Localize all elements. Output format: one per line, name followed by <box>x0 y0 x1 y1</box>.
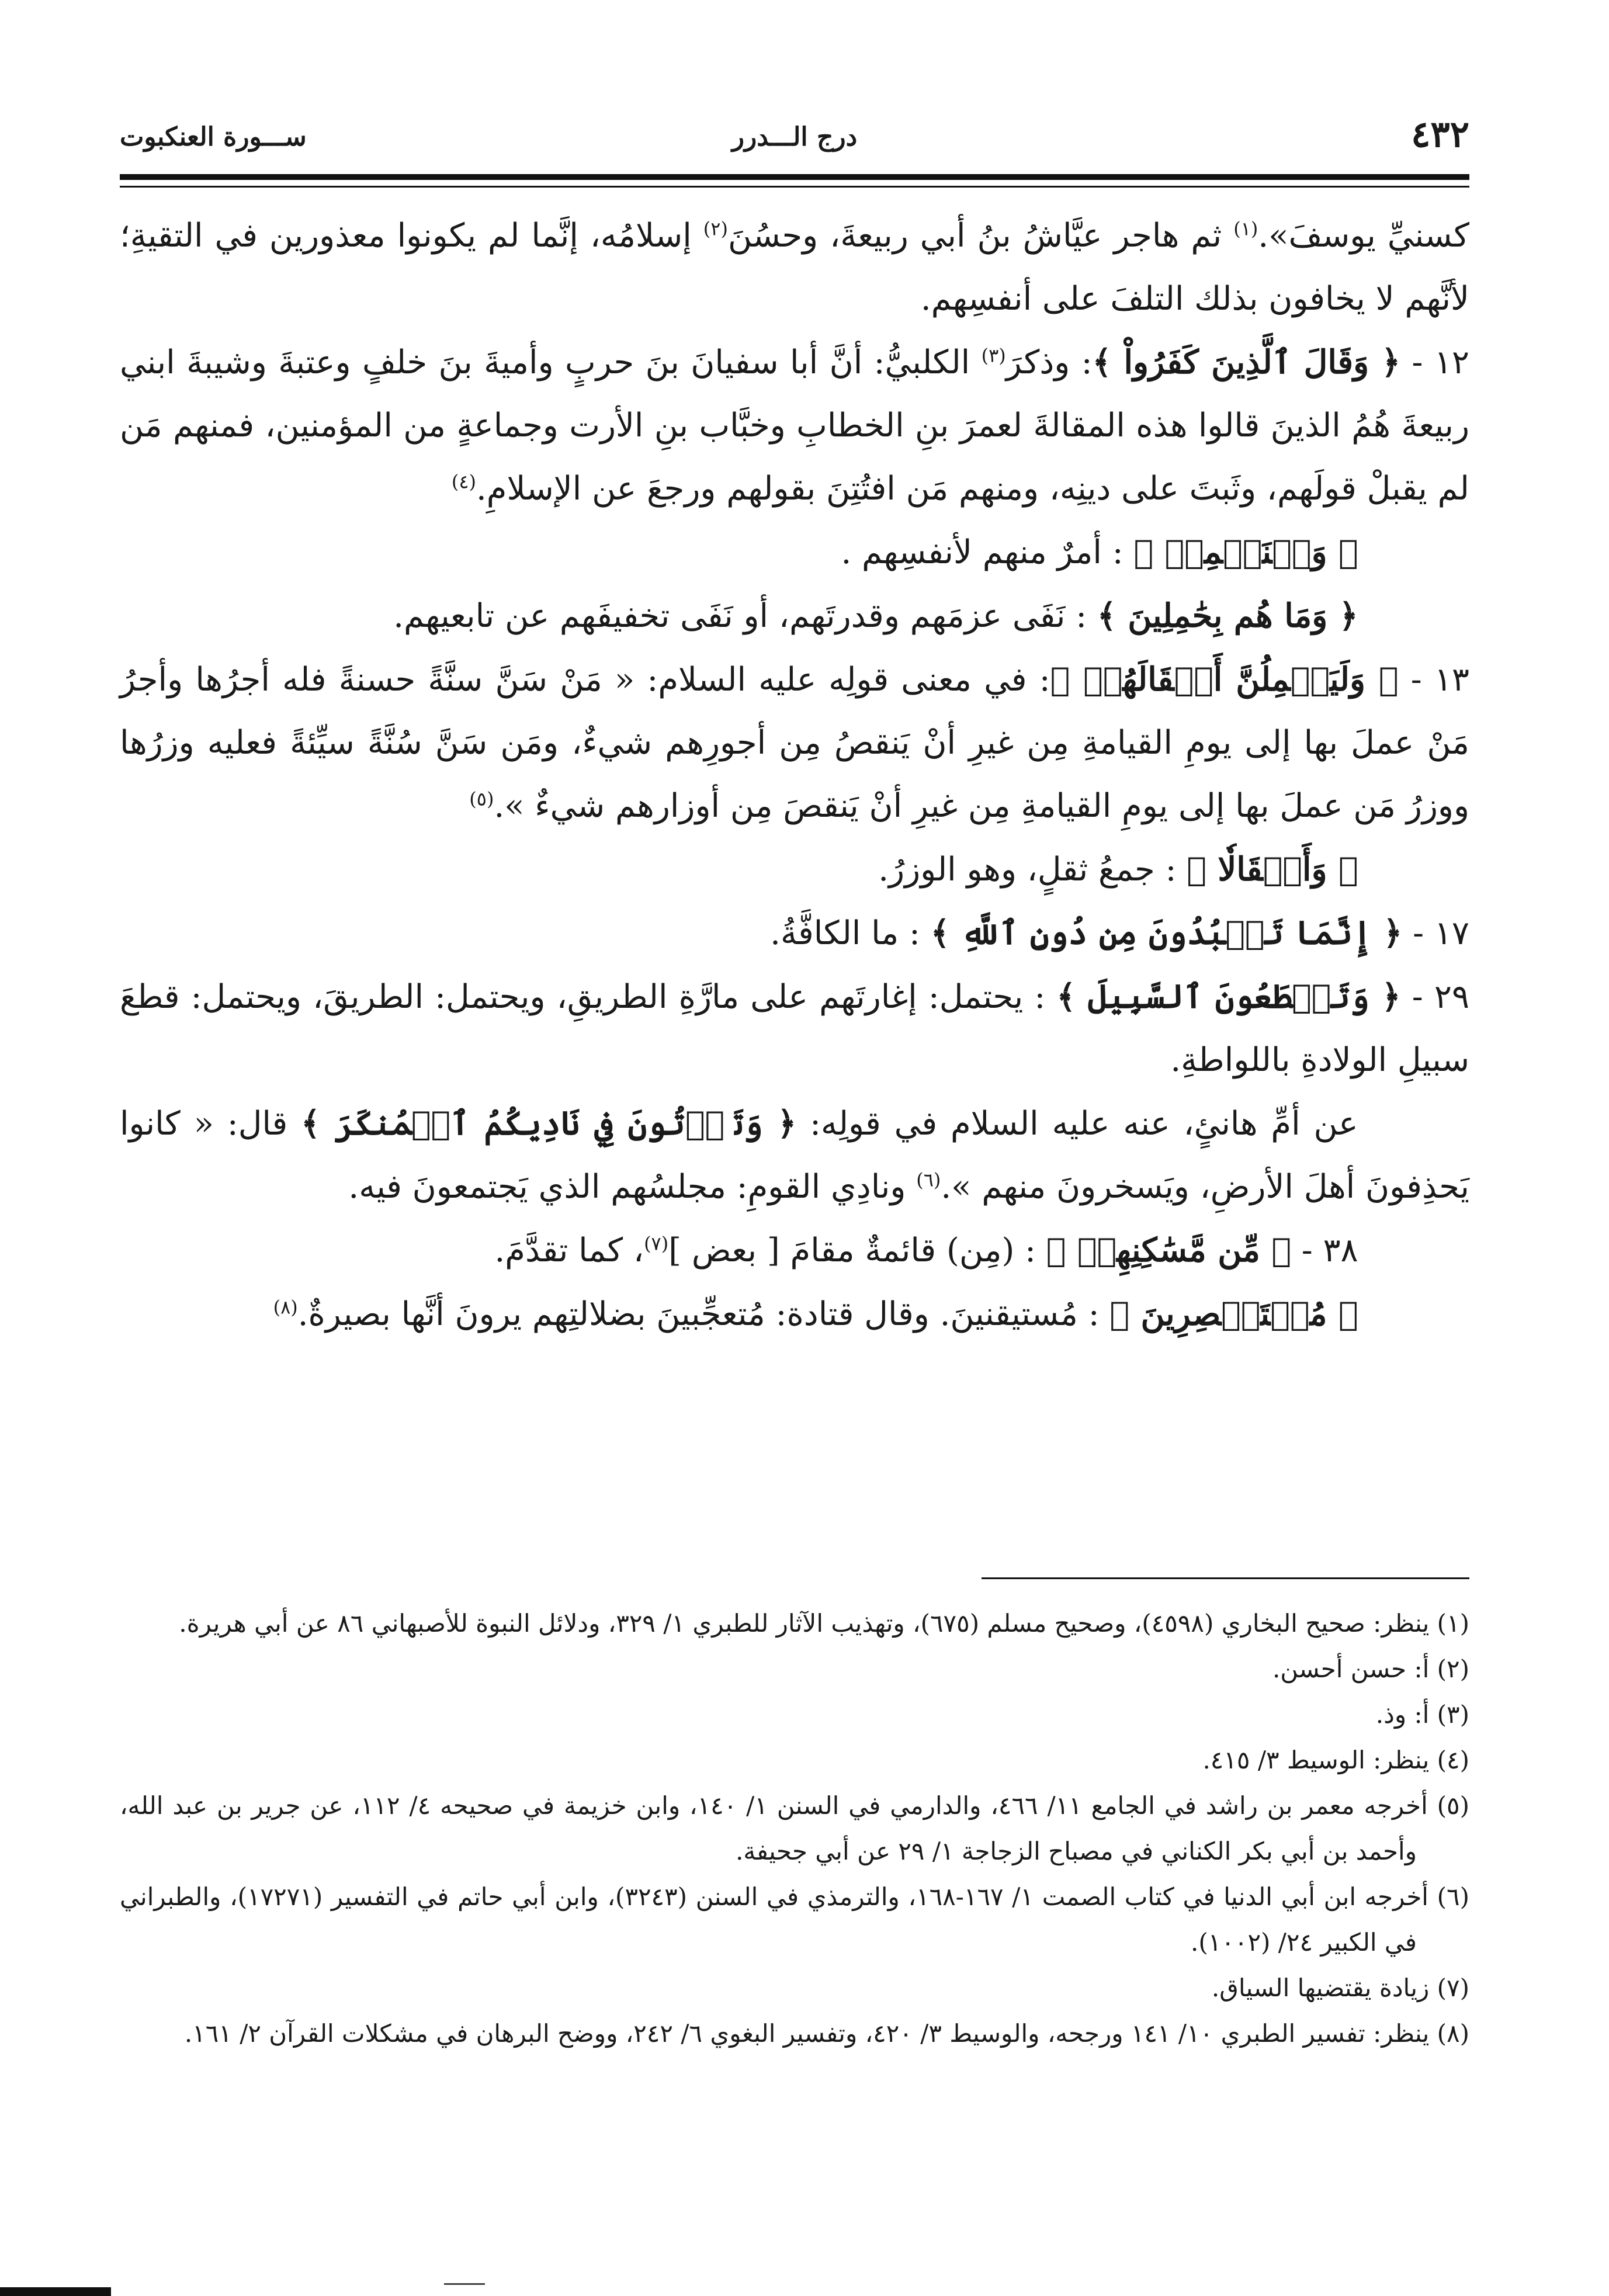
verse-number: ١٢ - <box>1400 344 1469 381</box>
book-title: درج الـــدرر <box>731 122 858 152</box>
quran-quote: ﴿ إِنَّمَا تَعۡبُدُونَ مِن دُونِ ٱللَّهِ ﴾ <box>930 914 1403 952</box>
quran-quote: ﴿ وَقَالَ ٱلَّذِينَ كَفَرُواْ ﴾ <box>1092 343 1401 381</box>
footnote-ref[interactable]: (٢) <box>703 217 728 240</box>
footnote-ref[interactable]: (٦) <box>916 1168 941 1191</box>
footnote-separator <box>982 1577 1469 1579</box>
quran-quote: ﴿ وَأَثۡقَالٗا ﴾ <box>1187 850 1358 889</box>
footnote-ref[interactable]: (٥) <box>469 788 494 810</box>
paragraph: ١٣ - ﴿ وَلَيَحۡمِلُنَّ أَثۡقَالَهُمۡ ﴾: في معنى قولِه عليه السلام: « مَنْ سَنَّ سنَّةً حسنةً فله أجرُها وأجرُ مَنْ عملَ بها إلى يومِ القيامةِ مِن غيرِ أنْ يَنقصُ مِن أجورِهم شيءٌ، ومَن سَنَّ سُنَّةً سيِّئةً فعليه وزرُها ووزرُ مَن عملَ بها إلى يومِ القيامةِ مِن غيرِ أنْ يَنقصَ مِن أوزارهم شيءٌ ».$^{(٥)}$ <box>120 660 1469 825</box>
quran-quote: ﴿ وَتَقۡطَعُونَ ٱلسَّبِيلَ ﴾ <box>1056 977 1401 1016</box>
surah-title: ســـورة العنكبوت <box>120 122 307 152</box>
scan-edge-mark <box>0 2287 111 2296</box>
footnote: (٧) زيادة يقتضيها السياق. <box>1211 1974 1469 2002</box>
paragraph: ﴿ وَلۡنَحۡمِلۡ ﴾ : أمرٌ منهم لأنفسِهم . <box>841 533 1358 571</box>
paragraph: ﴿ مُسۡتَبۡصِرِينَ ﴾ : مُستيقنينَ. وقال قتادة: مُتعجِّبينَ بضلالتِهم يرونَ أنَّها بصيرةٌ.$^{(٨)}$ <box>273 1295 1358 1333</box>
footnote: (١) ينظر: صحيح البخاري (٤٥٩٨)، وصحيح مسلم (٦٧٥)، وتهذيب الآثار للطبري ١/ ٣٢٩، ودلائل النبوة للأصبهاني ٨٦ عن أبي هريرة. <box>179 1609 1469 1638</box>
paragraph: عن أمِّ هانئٍ، عنه عليه السلام في قولِه: ﴿ وَتَأۡتُونَ فِي نَادِيكُمُ ٱلۡمُنكَرَ ﴾ قال: « كانوا يَحذِفونَ أهلَ الأرضِ، ويَسخرونَ منهم ».$^{(٦)}$ ونادِي القومِ: مجلسُهم الذي يَجتمعونَ فيه. <box>120 1104 1469 1206</box>
footnote-ref[interactable]: (٨) <box>273 1296 298 1319</box>
footnote: (٣) أ: وذ. <box>1375 1700 1469 1729</box>
quran-quote: ﴿ مِّن مَّسَٰكِنِهِمۡ ﴾ <box>1046 1231 1291 1270</box>
footnote-ref[interactable]: (١) <box>1233 217 1258 240</box>
verse-number: ٣٨ - <box>1291 1232 1358 1270</box>
paragraph: ١٢ - ﴿ وَقَالَ ٱلَّذِينَ كَفَرُواْ ﴾: وذكرَ$^{(٣)}$ الكلبيُّ: أنَّ أبا سفيانَ بنَ حربٍ وأميةَ بنَ خلفٍ وعتبةَ وشيبةَ ابني ربيعةَ هُمُ الذينَ قالوا هذه المقالةَ لعمرَ بنِ الخطابِ وخبَّاب بنِ الأرت وجماعةٍ من المؤمنين، فمنهم مَن لم يقبلْ قولَهم، وثَبتَ على دينِه، ومنهم مَن افتُتِنَ بقولهم ورجعَ عن الإسلامِ.$^{(٤)}$ <box>120 343 1469 508</box>
quran-quote: ﴿ وَلَيَحۡمِلُنَّ أَثۡقَالَهُمۡ ﴾ <box>1050 660 1399 699</box>
header-rule-thick <box>120 174 1469 180</box>
scan-dash-mark <box>444 2283 485 2285</box>
footnote: (٥) أخرجه معمر بن راشد في الجامع ١١/ ٤٦٦، والدارمي في السنن ١/ ١٤٠، وابن خزيمة في صحيحه ٤/ ١١٢، عن جرير بن عبد الله، وأحمد بن أبي بكر الكناني في مصباح الزجاجة ١/ ٢٩ عن أبي جحيفة. <box>120 1791 1469 1865</box>
quran-quote: ﴿ وَتَأۡتُونَ فِي نَادِيكُمُ ٱلۡمُنكَرَ ﴾ <box>301 1104 797 1143</box>
footnote: (٨) ينظر: تفسير الطبري ١٠/ ١٤١ ورجحه، والوسيط ٣/ ٤٢٠، وتفسير البغوي ٦/ ٢٤٢، ووضح البرهان في مشكلات القرآن ٢/ ١٦١. <box>184 2019 1469 2048</box>
paragraph: ٢٩ - ﴿ وَتَقۡطَعُونَ ٱلسَّبِيلَ ﴾ : يحتمل: إغارتَهم على مارَّةِ الطريقِ، ويحتمل: الطريقَ، ويحتمل: قطعَ سبيلِ الولادةِ باللواطةِ. <box>120 977 1470 1079</box>
footnote: (٤) ينظر: الوسيط ٣/ ٤١٥. <box>1202 1746 1469 1774</box>
page-number: ٤٣٢ <box>1411 113 1469 155</box>
paragraph: ١٧ - ﴿ إِنَّمَا تَعۡبُدُونَ مِن دُونِ ٱللَّهِ ﴾ : ما الكافَّةُ. <box>770 914 1469 952</box>
verse-number: ١٣ - <box>1398 661 1469 699</box>
paragraph: كسنيِّ يوسفَ».$^{(١)}$ ثم هاجر عيَّاشُ بنُ أبي ربيعةَ، وحسُنَ$^{(٢)}$ إسلامُه، إنَّما لم يكونوا معذورين في التقيةِ؛ لأنَّهم لا يخافون بذلك التلفَ على أنفسِهم. <box>120 217 1470 318</box>
header-rule-thin <box>120 186 1469 188</box>
quran-quote: ﴿ مُسۡتَبۡصِرِينَ ﴾ <box>1109 1295 1358 1333</box>
footnotes <box>120 1601 1469 2056</box>
running-header <box>120 108 1469 172</box>
verse-number: ١٧ - <box>1402 914 1469 952</box>
footnote-ref[interactable]: (٤) <box>451 470 476 493</box>
paragraph: ﴿ وَأَثۡقَالٗا ﴾ : جمعُ ثقلٍ، وهو الوزرُ. <box>878 850 1358 889</box>
paragraph: ﴿ وَمَا هُم بِحَٰمِلِينَ ﴾ : نَفَى عزمَهم وقدرتَهم، أو نَفَى تخفيفَهم عن تابعيهم. <box>393 596 1358 635</box>
footnote: (٢) أ: حسن أحسن. <box>1272 1655 1469 1683</box>
quran-quote: ﴿ وَلۡنَحۡمِلۡ ﴾ <box>1133 533 1358 571</box>
footnote-ref[interactable]: (٣) <box>981 344 1006 367</box>
footnote-ref[interactable]: (٧) <box>644 1232 669 1255</box>
verse-number: ٢٩ - <box>1400 978 1470 1016</box>
quran-quote: ﴿ وَمَا هُم بِحَٰمِلِينَ ﴾ <box>1097 596 1358 635</box>
main-text <box>120 204 1469 1346</box>
paragraph: ٣٨ - ﴿ مِّن مَّسَٰكِنِهِمۡ ﴾ : (مِن) قائمةٌ مقامَ [ بعض ]$^{(٧)}$، كما تقدَّمَ. <box>494 1231 1358 1270</box>
footnote: (٦) أخرجه ابن أبي الدنيا في كتاب الصمت ١/ ١٦٧-١٦٨، والترمذي في السنن (٣٢٤٣)، وابن أبي حاتم في التفسير (١٧٢٧١)، والطبراني في الكبير ٢٤/ (١٠٠٢). <box>120 1882 1469 1957</box>
